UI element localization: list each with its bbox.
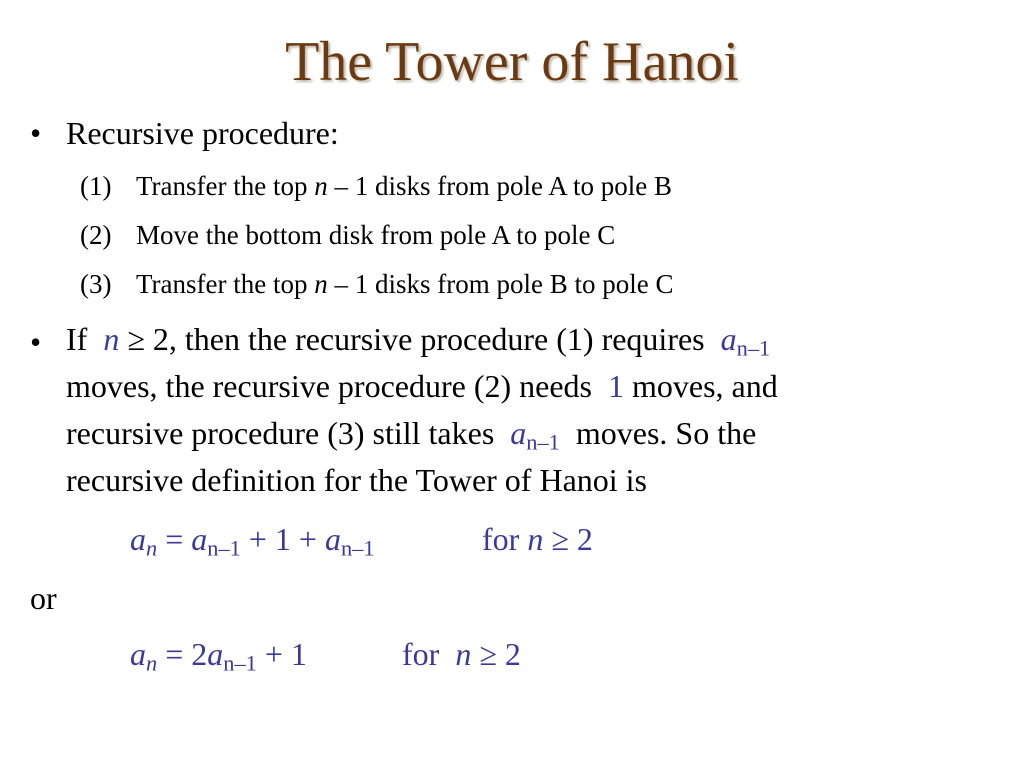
step-text-pre: Transfer the top xyxy=(136,171,308,201)
line3-pre: recursive procedure (3) still takes xyxy=(66,415,495,451)
term-a-n-1: $a_{n-1}$ xyxy=(510,415,560,455)
value-one: 1 xyxy=(608,368,624,404)
equation-1-condition: for n ≥ 2 xyxy=(482,521,593,557)
var-n: n xyxy=(103,321,120,357)
step-text-post: – 1 disks from pole B to pole C xyxy=(334,269,674,299)
if-word: If xyxy=(66,321,88,357)
bullet-text-recursive-procedure: Recursive procedure: xyxy=(66,115,339,151)
step-number: (1) xyxy=(80,171,112,201)
bullet-text-line-1 xyxy=(66,316,770,363)
bullet-marker-1: • xyxy=(30,115,42,151)
step-text: Move the bottom disk from pole A to pole C xyxy=(136,220,616,250)
step-var: n xyxy=(314,171,328,201)
step-1 xyxy=(80,169,672,203)
term-a-n-1: $a_{n-1}$ xyxy=(720,321,771,361)
or-text: or xyxy=(30,580,57,616)
bullet-text-line-4: recursive definition for the Tower of Hanoi is xyxy=(66,462,647,498)
step-text-pre: Transfer the top xyxy=(136,269,308,299)
step-3 xyxy=(80,267,673,301)
line2-pre: moves, the recursive procedure (2) needs xyxy=(66,368,592,404)
step-number: (2) xyxy=(80,220,112,250)
condition-text: ≥ 2, then the recursive procedure (1) requires xyxy=(127,321,705,357)
bullet-text-line-2 xyxy=(66,363,778,410)
bullet-text-line-3 xyxy=(66,410,756,457)
slide-title: The Tower of Hanoi xyxy=(285,31,739,93)
line3-post: moves. So the xyxy=(575,415,757,451)
equation-1: $a_n = a_{n-1} + 1 + a_{n-1}$ xyxy=(130,521,375,561)
step-var: n xyxy=(314,269,328,299)
line2-post: moves, and xyxy=(632,368,778,404)
equation-2-condition: for n ≥ 2 xyxy=(402,636,521,672)
step-2 xyxy=(80,218,615,252)
bullet-marker-2: • xyxy=(30,324,42,360)
step-number: (3) xyxy=(80,269,112,299)
equation-2: $a_n = 2a_{n-1} + 1$ xyxy=(130,636,307,676)
step-text-post: – 1 disks from pole A to pole B xyxy=(334,171,672,201)
